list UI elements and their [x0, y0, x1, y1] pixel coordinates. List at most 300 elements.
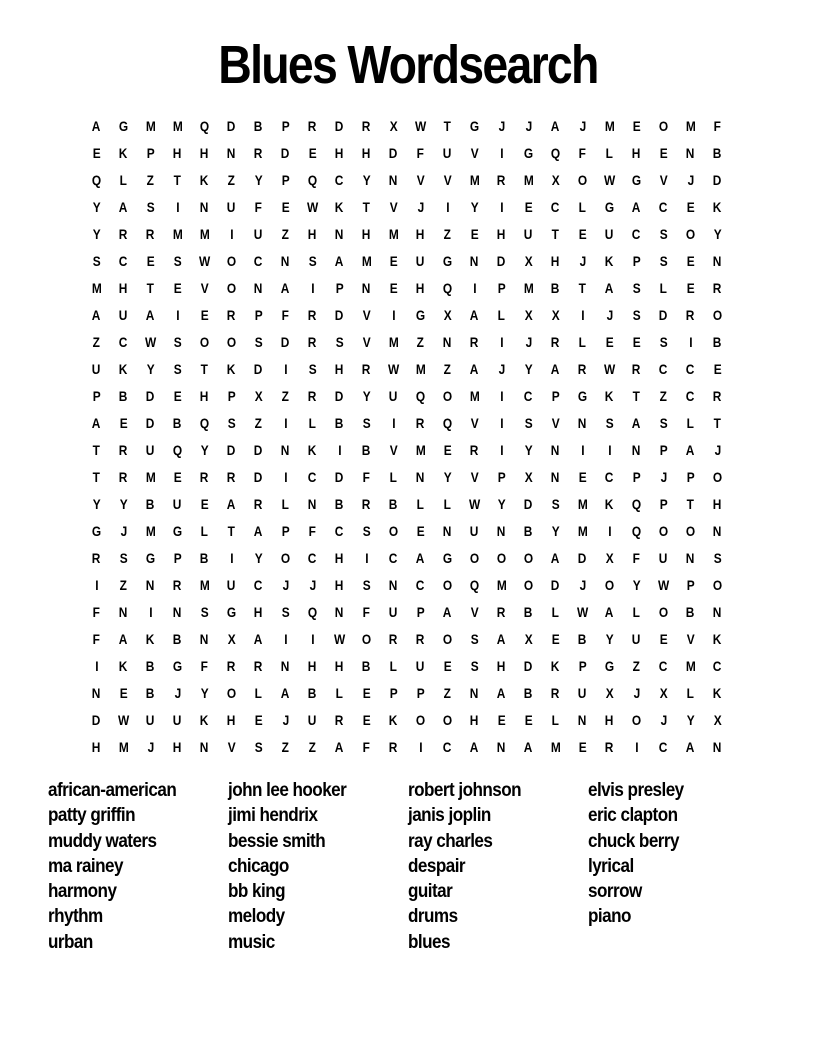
grid-letter: M	[172, 117, 183, 134]
grid-letter: N	[173, 603, 182, 620]
grid-letter: C	[119, 333, 128, 350]
grid-letter: A	[470, 360, 479, 377]
grid-letter: J	[282, 711, 289, 728]
grid-letter: Y	[524, 360, 533, 377]
grid-letter: A	[605, 279, 614, 296]
grid-letter: S	[119, 549, 128, 566]
grid-letter: Q	[172, 441, 183, 458]
page-title: Blues Wordsearch	[218, 35, 598, 95]
grid-letter: S	[551, 495, 560, 512]
grid-letter: Q	[442, 414, 453, 431]
grid-letter: A	[119, 198, 128, 215]
grid-letter: I	[148, 603, 153, 620]
grid-letter: M	[145, 117, 156, 134]
grid-letter: E	[146, 252, 155, 269]
grid-letter: C	[632, 225, 641, 242]
grid-letter: M	[91, 279, 102, 296]
grid-letter: E	[578, 225, 587, 242]
grid-letter: E	[119, 684, 128, 701]
grid-letter: C	[551, 198, 560, 215]
grid-letter: S	[659, 225, 668, 242]
grid-letter: O	[226, 684, 237, 701]
grid-letter: O	[712, 576, 723, 593]
grid-letter: S	[335, 333, 344, 350]
grid-letter: S	[713, 549, 722, 566]
grid-letter: I	[499, 198, 504, 215]
grid-letter: Y	[686, 711, 695, 728]
grid-letter: J	[498, 117, 505, 134]
grid-letter: X	[443, 306, 452, 323]
word-list-item: muddy waters	[48, 830, 157, 852]
grid-letter: R	[362, 360, 371, 377]
grid-letter: H	[335, 360, 344, 377]
grid-letter: A	[686, 441, 695, 458]
grid-letter: P	[659, 495, 668, 512]
grid-letter: C	[524, 387, 533, 404]
grid-letter: H	[335, 576, 344, 593]
grid-letter: W	[198, 252, 211, 269]
grid-letter: N	[578, 711, 587, 728]
grid-letter: K	[335, 198, 344, 215]
grid-letter: I	[499, 144, 504, 161]
grid-letter: K	[713, 684, 722, 701]
grid-letter: T	[200, 360, 209, 377]
grid-letter: M	[415, 360, 426, 377]
grid-letter: B	[713, 144, 722, 161]
grid-letter: K	[605, 495, 614, 512]
grid-letter: Y	[254, 549, 263, 566]
grid-letter: A	[497, 684, 506, 701]
grid-letter: R	[173, 576, 182, 593]
grid-letter: E	[524, 198, 533, 215]
grid-letter: X	[389, 117, 398, 134]
grid-letter: L	[416, 495, 425, 512]
word-list-item: guitar	[408, 881, 453, 903]
grid-letter: M	[199, 225, 210, 242]
grid-letter: B	[389, 495, 398, 512]
grid-letter: V	[416, 171, 425, 188]
grid-letter: H	[254, 603, 263, 620]
grid-letter: P	[659, 441, 668, 458]
word-list-item: harmony	[48, 881, 117, 903]
word-list-item: chicago	[228, 855, 289, 877]
grid-letter: I	[94, 576, 99, 593]
grid-letter: D	[335, 387, 344, 404]
grid-letter: O	[226, 279, 237, 296]
grid-letter: I	[94, 657, 99, 674]
grid-letter: N	[335, 225, 344, 242]
grid-letter: A	[686, 738, 695, 755]
word-list-item: piano	[588, 906, 631, 928]
grid-letter: Y	[254, 171, 263, 188]
grid-letter: A	[92, 117, 101, 134]
grid-letter: B	[173, 414, 182, 431]
grid-letter: N	[686, 144, 695, 161]
grid-letter: H	[335, 144, 344, 161]
grid-letter: P	[497, 468, 506, 485]
grid-letter: T	[92, 441, 101, 458]
grid-letter: J	[633, 684, 640, 701]
grid-letter: K	[605, 252, 614, 269]
grid-letter: Y	[443, 468, 452, 485]
grid-letter: F	[92, 603, 101, 620]
grid-letter: K	[119, 360, 128, 377]
grid-letter: P	[173, 549, 182, 566]
grid-letter: S	[173, 252, 182, 269]
grid-letter: S	[362, 576, 371, 593]
grid-letter: S	[308, 360, 317, 377]
grid-letter: X	[605, 684, 614, 701]
grid-letter: M	[685, 657, 696, 674]
grid-letter: O	[415, 711, 426, 728]
grid-letter: N	[497, 522, 506, 539]
grid-letter: V	[470, 468, 479, 485]
grid-letter: Q	[91, 171, 102, 188]
grid-letter: G	[172, 522, 183, 539]
grid-letter: I	[580, 306, 585, 323]
grid-letter: T	[362, 198, 371, 215]
grid-letter: H	[308, 657, 317, 674]
grid-letter: J	[660, 711, 667, 728]
grid-letter: Z	[227, 171, 236, 188]
grid-letter: G	[604, 198, 615, 215]
grid-letter: Q	[307, 171, 318, 188]
grid-letter: N	[119, 603, 128, 620]
grid-letter: P	[254, 306, 263, 323]
grid-letter: R	[92, 549, 101, 566]
grid-letter: E	[389, 279, 398, 296]
word-list-item: music	[228, 931, 275, 953]
grid-letter: X	[524, 630, 533, 647]
grid-letter: O	[226, 252, 237, 269]
grid-letter: M	[469, 387, 480, 404]
grid-letter: Y	[632, 576, 641, 593]
grid-letter: M	[145, 522, 156, 539]
grid-letter: O	[685, 225, 696, 242]
grid-letter: Q	[469, 576, 480, 593]
grid-letter: N	[443, 522, 452, 539]
word-list-item: bessie smith	[228, 830, 326, 852]
grid-letter: B	[146, 495, 155, 512]
grid-letter: R	[308, 333, 317, 350]
letter-grid	[83, 112, 731, 760]
grid-letter: G	[442, 252, 453, 269]
grid-letter: W	[387, 360, 400, 377]
grid-letter: I	[607, 522, 612, 539]
grid-letter: N	[227, 144, 236, 161]
grid-letter: W	[333, 630, 346, 647]
word-list-item: elvis presley	[588, 780, 684, 801]
grid-letter: E	[362, 711, 371, 728]
grid-letter: C	[686, 360, 695, 377]
grid-letter: E	[443, 657, 452, 674]
grid-letter: A	[92, 306, 101, 323]
grid-letter: U	[659, 549, 668, 566]
grid-letter: V	[200, 279, 209, 296]
grid-letter: A	[335, 252, 344, 269]
grid-letter: R	[119, 225, 128, 242]
grid-letter: S	[632, 306, 641, 323]
grid-letter: E	[686, 252, 695, 269]
grid-letter: G	[118, 117, 129, 134]
grid-letter: H	[227, 711, 236, 728]
grid-letter: A	[281, 279, 290, 296]
grid-letter: E	[173, 387, 182, 404]
grid-letter: B	[578, 630, 587, 647]
grid-letter: N	[713, 603, 722, 620]
grid-letter: V	[362, 306, 371, 323]
grid-letter: H	[92, 738, 101, 755]
grid-letter: G	[469, 117, 480, 134]
grid-letter: X	[551, 306, 560, 323]
grid-letter: L	[200, 522, 209, 539]
grid-letter: X	[524, 468, 533, 485]
grid-letter: N	[551, 441, 560, 458]
grid-letter: D	[254, 468, 263, 485]
grid-letter: F	[713, 117, 722, 134]
grid-letter: C	[443, 738, 452, 755]
grid-letter: U	[173, 711, 182, 728]
grid-letter: D	[254, 441, 263, 458]
grid-letter: E	[659, 144, 668, 161]
grid-letter: Z	[308, 738, 317, 755]
grid-letter: Q	[199, 414, 210, 431]
grid-letter: O	[442, 387, 453, 404]
grid-letter: V	[362, 333, 371, 350]
word-column	[408, 778, 588, 955]
grid-letter: I	[472, 279, 477, 296]
grid-letter: J	[579, 117, 586, 134]
grid-letter: Z	[416, 333, 425, 350]
grid-letter: E	[686, 279, 695, 296]
grid-letter: I	[391, 306, 396, 323]
grid-letter: D	[335, 306, 344, 323]
grid-letter: U	[524, 225, 533, 242]
grid-letter: N	[551, 468, 560, 485]
grid-letter: C	[335, 522, 344, 539]
grid-letter: C	[308, 468, 317, 485]
grid-letter: J	[687, 171, 694, 188]
word-list-item: patty griffin	[48, 805, 136, 827]
grid-letter: B	[524, 603, 533, 620]
grid-letter: P	[281, 522, 290, 539]
grid-letter: D	[281, 144, 290, 161]
grid-letter: N	[713, 252, 722, 269]
grid-letter: U	[254, 225, 263, 242]
grid-letter: V	[227, 738, 236, 755]
grid-letter: Z	[632, 657, 641, 674]
grid-letter: Z	[119, 576, 128, 593]
grid-letter: J	[525, 117, 532, 134]
grid-letter: Y	[200, 441, 209, 458]
grid-letter: E	[632, 117, 641, 134]
grid-letter: W	[306, 198, 319, 215]
grid-letter: P	[551, 387, 560, 404]
word-column	[588, 778, 768, 955]
grid-letter: R	[713, 387, 722, 404]
grid-letter: B	[119, 387, 128, 404]
grid-letter: L	[443, 495, 452, 512]
grid-letter: U	[443, 144, 452, 161]
grid-letter: A	[605, 603, 614, 620]
grid-letter: E	[416, 522, 425, 539]
grid-letter: D	[227, 441, 236, 458]
word-list-item: african-american	[48, 780, 177, 801]
grid-letter: E	[497, 711, 506, 728]
grid-letter: U	[227, 198, 236, 215]
grid-letter: I	[580, 441, 585, 458]
grid-letter: H	[416, 279, 425, 296]
grid-letter: X	[227, 630, 236, 647]
grid-letter: U	[416, 252, 425, 269]
grid-letter: R	[470, 441, 479, 458]
grid-letter: A	[281, 684, 290, 701]
grid-letter: A	[335, 738, 344, 755]
word-list-item: john lee hooker	[228, 780, 347, 801]
grid-letter: W	[414, 117, 427, 134]
grid-letter: X	[605, 549, 614, 566]
grid-letter: E	[551, 630, 560, 647]
grid-letter: N	[389, 171, 398, 188]
grid-letter: I	[283, 414, 288, 431]
grid-letter: A	[470, 738, 479, 755]
grid-letter: O	[658, 603, 669, 620]
grid-letter: L	[686, 684, 695, 701]
grid-letter: E	[686, 198, 695, 215]
grid-letter: T	[92, 468, 101, 485]
grid-letter: V	[470, 144, 479, 161]
grid-letter: R	[227, 306, 236, 323]
grid-letter: O	[226, 333, 237, 350]
grid-letter: U	[416, 657, 425, 674]
grid-letter: R	[578, 360, 587, 377]
grid-letter: F	[362, 738, 371, 755]
grid-letter: S	[524, 414, 533, 431]
grid-letter: N	[578, 414, 587, 431]
grid-letter: R	[308, 306, 317, 323]
grid-letter: F	[200, 657, 209, 674]
grid-letter: Q	[307, 603, 318, 620]
grid-letter: R	[119, 441, 128, 458]
grid-letter: Y	[119, 495, 128, 512]
grid-letter: O	[442, 711, 453, 728]
grid-letter: Y	[470, 198, 479, 215]
grid-letter: L	[254, 684, 263, 701]
grid-letter: S	[362, 522, 371, 539]
grid-letter: E	[200, 306, 209, 323]
grid-letter: P	[281, 171, 290, 188]
grid-letter: A	[551, 117, 560, 134]
grid-letter: C	[659, 198, 668, 215]
grid-letter: N	[254, 279, 263, 296]
grid-letter: E	[362, 684, 371, 701]
grid-letter: M	[523, 171, 534, 188]
grid-letter: R	[200, 468, 209, 485]
grid-letter: O	[442, 630, 453, 647]
grid-letter: M	[577, 495, 588, 512]
grid-letter: X	[551, 171, 560, 188]
grid-letter: R	[497, 171, 506, 188]
grid-letter: R	[497, 603, 506, 620]
grid-letter: X	[659, 684, 668, 701]
grid-letter: B	[551, 279, 560, 296]
grid-letter: U	[578, 684, 587, 701]
grid-letter: A	[92, 414, 101, 431]
grid-letter: R	[335, 711, 344, 728]
grid-letter: W	[657, 576, 670, 593]
grid-letter: U	[389, 603, 398, 620]
grid-letter: H	[632, 144, 641, 161]
grid-letter: D	[389, 144, 398, 161]
grid-letter: N	[443, 333, 452, 350]
grid-letter: I	[499, 387, 504, 404]
grid-letter: Y	[497, 495, 506, 512]
grid-letter: S	[281, 603, 290, 620]
grid-letter: W	[603, 171, 616, 188]
grid-letter: K	[119, 144, 128, 161]
grid-letter: O	[469, 549, 480, 566]
grid-letter: K	[200, 711, 209, 728]
grid-letter: R	[254, 657, 263, 674]
grid-letter: V	[470, 603, 479, 620]
grid-letter: F	[308, 522, 317, 539]
grid-letter: C	[659, 657, 668, 674]
grid-letter: D	[578, 549, 587, 566]
grid-letter: Y	[713, 225, 722, 242]
grid-letter: C	[119, 252, 128, 269]
word-list-item: drums	[408, 906, 458, 928]
grid-letter: B	[524, 522, 533, 539]
grid-letter: A	[524, 738, 533, 755]
grid-letter: U	[146, 441, 155, 458]
grid-letter: Y	[605, 630, 614, 647]
grid-letter: P	[578, 657, 587, 674]
grid-letter: I	[634, 738, 639, 755]
grid-letter: B	[335, 414, 344, 431]
word-list-item: eric clapton	[588, 805, 678, 827]
grid-letter: N	[308, 495, 317, 512]
grid-letter: S	[146, 198, 155, 215]
grid-letter: Z	[92, 333, 101, 350]
grid-letter: R	[686, 306, 695, 323]
grid-letter: X	[713, 711, 722, 728]
grid-letter: T	[173, 171, 182, 188]
grid-letter: G	[577, 387, 588, 404]
grid-letter: S	[200, 603, 209, 620]
grid-letter: H	[173, 144, 182, 161]
grid-letter: N	[470, 684, 479, 701]
grid-letter: R	[308, 387, 317, 404]
grid-letter: O	[658, 522, 669, 539]
grid-letter: Y	[551, 522, 560, 539]
grid-letter: A	[119, 630, 128, 647]
grid-letter: O	[361, 630, 372, 647]
grid-letter: M	[388, 225, 399, 242]
grid-letter: F	[632, 549, 641, 566]
grid-letter: C	[308, 549, 317, 566]
grid-letter: K	[605, 387, 614, 404]
grid-letter: Q	[415, 387, 426, 404]
grid-letter: N	[497, 738, 506, 755]
grid-letter: N	[92, 684, 101, 701]
grid-letter: I	[283, 468, 288, 485]
grid-letter: S	[632, 279, 641, 296]
grid-letter: G	[631, 171, 642, 188]
grid-letter: G	[415, 306, 426, 323]
grid-letter: O	[496, 549, 507, 566]
grid-letter: W	[603, 360, 616, 377]
grid-letter: O	[712, 468, 723, 485]
